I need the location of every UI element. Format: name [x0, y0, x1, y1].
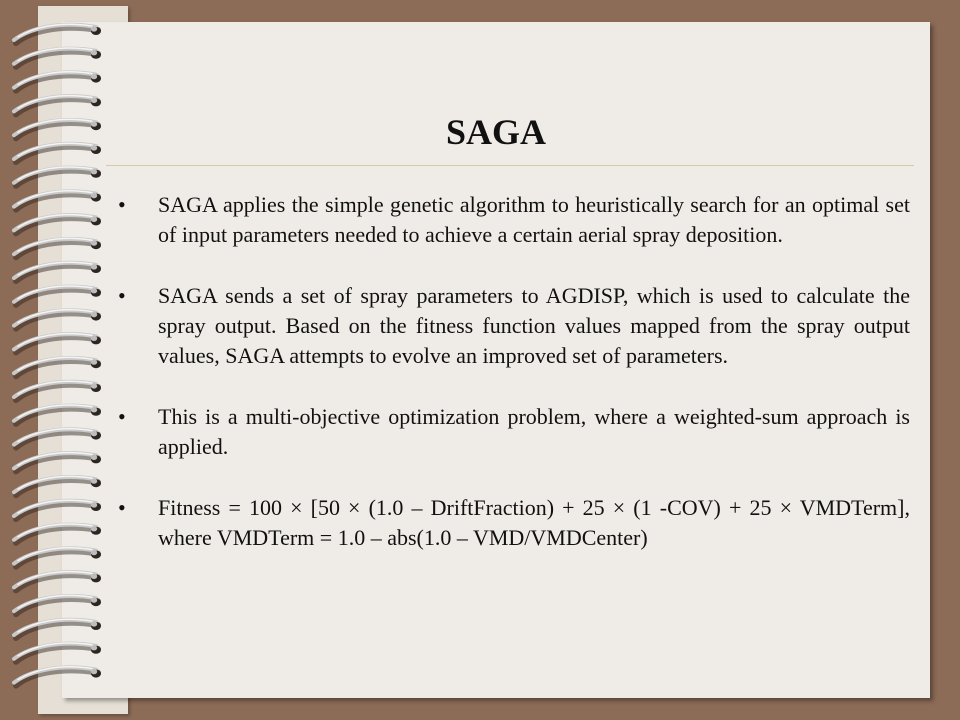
bullet-text: SAGA applies the simple genetic algorithm to heuristically search for an optimal set of input parameters needed to achieve a certain aerial spray deposition. — [158, 192, 910, 247]
spiral-ring — [14, 215, 101, 234]
spiral-ring — [14, 619, 101, 638]
bullet-item — [114, 493, 910, 553]
spiral-ring — [14, 334, 101, 353]
bullet-item — [114, 190, 910, 250]
spiral-ring — [14, 357, 101, 376]
spiral-ring — [14, 310, 101, 329]
spiral-ring — [14, 24, 101, 43]
spiral-ring — [14, 595, 101, 614]
bullet-item — [114, 402, 910, 462]
spiral-ring — [14, 48, 101, 67]
bullet-text: Fitness = 100 × [50 × (1.0 – DriftFraction) + 25 × (1 -COV) + 25 × VMDTerm], where VMDTerm = 1.0 – abs(1.0 – VMD/VMDCenter) — [158, 495, 910, 550]
spiral-ring — [14, 381, 101, 400]
spiral-ring — [14, 72, 101, 91]
spiral-ring — [14, 405, 101, 424]
spiral-ring — [14, 191, 101, 210]
spiral-binding-icon — [0, 0, 120, 720]
slide-title: SAGA — [445, 112, 547, 152]
spiral-ring — [14, 476, 101, 495]
spiral-ring — [14, 96, 101, 115]
spiral-ring — [14, 262, 101, 281]
spiral-ring — [14, 143, 101, 162]
spiral-ring — [14, 119, 101, 138]
spiral-ring — [14, 500, 101, 519]
spiral-ring — [14, 286, 101, 305]
spiral-ring — [14, 167, 101, 186]
bullet-marker: • — [118, 283, 126, 308]
bullet-marker: • — [118, 404, 126, 429]
bullet-marker: • — [118, 192, 126, 217]
spiral-ring — [14, 667, 101, 686]
notebook-page — [62, 22, 930, 698]
bullet-list — [114, 190, 910, 584]
title-divider — [106, 165, 914, 166]
spiral-ring — [14, 524, 101, 543]
spiral-ring — [14, 238, 101, 257]
spiral-ring — [14, 643, 101, 662]
bullet-marker: • — [118, 495, 126, 520]
spiral-ring — [14, 453, 101, 472]
spiral-ring — [14, 548, 101, 567]
bullet-text: SAGA sends a set of spray parameters to AGDISP, which is used to calculate the spray output. Based on the fitness function values mapped from the spray output values, SAGA attempts to evolve an improved set of parameters. — [158, 283, 910, 368]
spiral-ring — [14, 572, 101, 591]
bullet-text: This is a multi-objective optimization problem, where a weighted-sum approach is applied. — [158, 404, 910, 459]
bullet-item — [114, 281, 910, 371]
spiral-ring — [14, 429, 101, 448]
